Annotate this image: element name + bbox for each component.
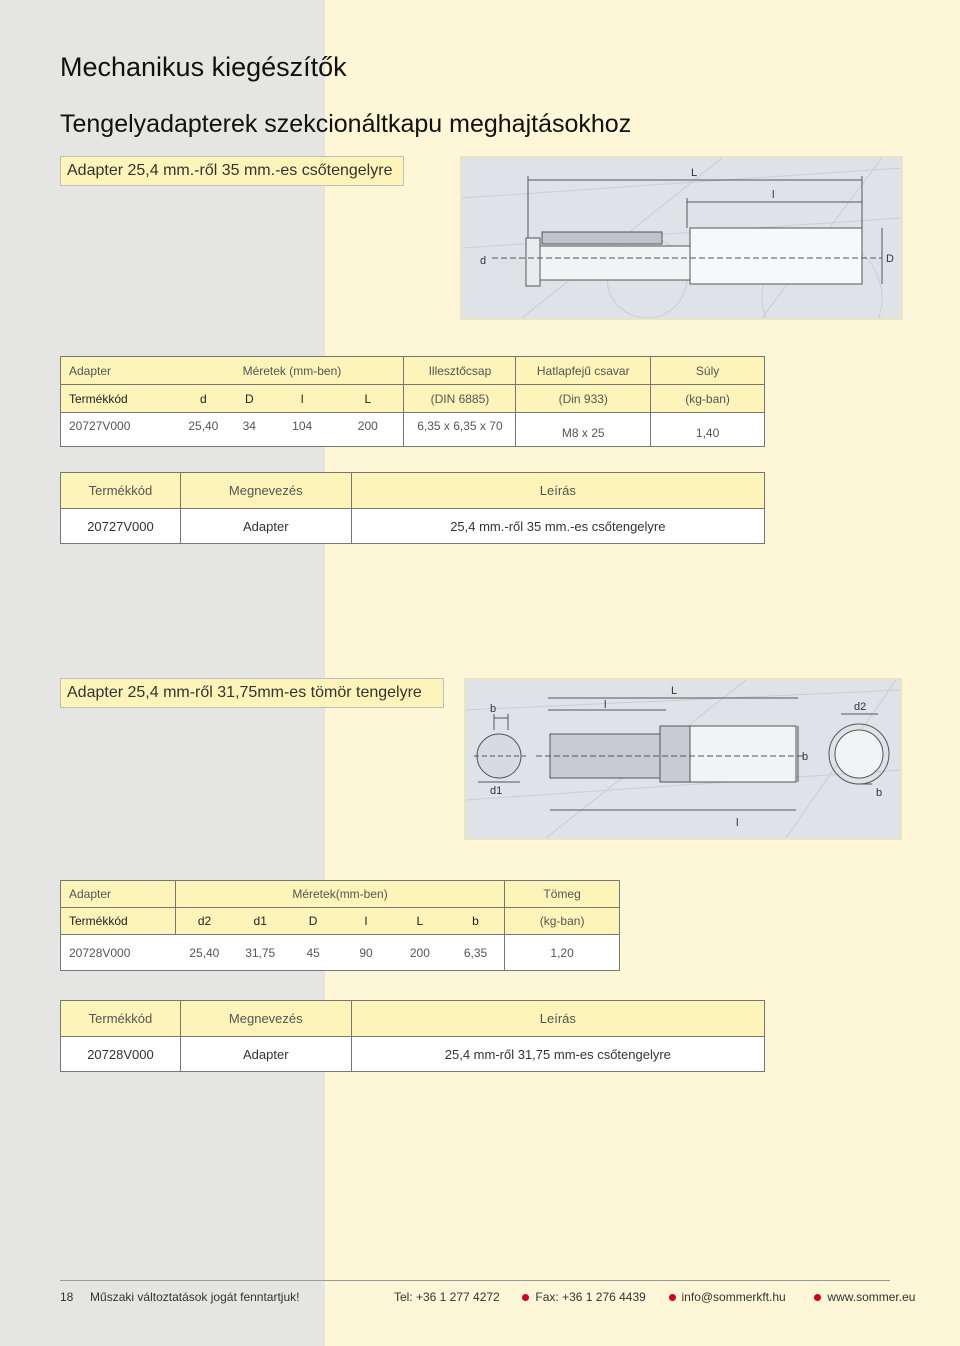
desc2-text: 25,4 mm-ről 31,75 mm-es csőtengelyre bbox=[351, 1037, 764, 1072]
hdr2-d2: d2 bbox=[175, 908, 233, 935]
hdr2-meretek: Méretek(mm-ben) bbox=[175, 881, 504, 908]
hdr-din933: (Din 933) bbox=[516, 385, 651, 413]
cell2-D: 45 bbox=[287, 935, 339, 971]
section1-desc-table bbox=[60, 472, 765, 544]
cell-L: 200 bbox=[332, 413, 404, 447]
page-number: 18 bbox=[60, 1290, 74, 1304]
cell-weight: 1,40 bbox=[651, 413, 765, 447]
cell-d: 25,40 bbox=[180, 413, 226, 447]
footer-fax: Fax: +36 1 276 4439 bbox=[535, 1290, 646, 1304]
section2-title: Adapter 25,4 mm-ről 31,75mm-es tömör tengelyre bbox=[60, 678, 444, 708]
hdr-L: L bbox=[332, 385, 404, 413]
hdr2-tomeg: Tömeg bbox=[505, 881, 620, 908]
dim-L-label: L bbox=[691, 167, 698, 179]
desc-hdr-code: Termékkód bbox=[61, 473, 181, 509]
desc-code: 20727V000 bbox=[61, 509, 181, 544]
desc-hdr-name: Megnevezés bbox=[180, 473, 351, 509]
hdr2-D: D bbox=[287, 908, 339, 935]
hdr2-L: L bbox=[393, 908, 447, 935]
cell2-L: 200 bbox=[393, 935, 447, 971]
desc2-code: 20728V000 bbox=[61, 1037, 181, 1072]
bullet-icon bbox=[814, 1294, 821, 1301]
dim-l-label: l bbox=[772, 189, 775, 201]
dim-D-label: D bbox=[886, 253, 894, 265]
cell-code: 20727V000 bbox=[61, 413, 181, 447]
desc2-name: Adapter bbox=[180, 1037, 351, 1072]
dim-b-ring-label: b bbox=[876, 787, 883, 799]
desc2-hdr-desc: Leírás bbox=[351, 1001, 764, 1037]
cell2-b: 6,35 bbox=[447, 935, 505, 971]
hdr-d: d bbox=[180, 385, 226, 413]
dim-d2-label: d2 bbox=[854, 701, 867, 713]
cell-D: 34 bbox=[226, 413, 272, 447]
cell2-code: 20728V000 bbox=[61, 935, 176, 971]
page-subtitle: Tengelyadapterek szekcionáltkapu meghajtásokhoz bbox=[60, 110, 632, 138]
hdr2-l: l bbox=[339, 908, 393, 935]
adapter-tube-drawing bbox=[462, 158, 901, 318]
hdr-l: l bbox=[272, 385, 332, 413]
footer-email[interactable]: info@sommerkft.hu bbox=[681, 1290, 786, 1304]
dim-d1-label: d1 bbox=[490, 785, 503, 797]
cell2-d1: 31,75 bbox=[233, 935, 287, 971]
footer-divider bbox=[60, 1280, 890, 1281]
hdr2-b: b bbox=[447, 908, 505, 935]
page-title: Mechanikus kiegészítők bbox=[60, 52, 347, 82]
bullet-icon bbox=[522, 1294, 529, 1301]
hdr-illesztocsap: Illesztőcsap bbox=[404, 357, 516, 385]
hdr2-d1: d1 bbox=[233, 908, 287, 935]
hdr-adapter: Adapter bbox=[61, 357, 181, 385]
dim-b-side-label: b bbox=[802, 751, 809, 763]
dim-L-label-2: L bbox=[671, 685, 678, 697]
background-grey-column bbox=[0, 0, 325, 1346]
hdr-kgban: (kg-ban) bbox=[651, 385, 765, 413]
dim-d-label: d bbox=[480, 255, 487, 267]
hdr-hatlapfeju: Hatlapfejű csavar bbox=[516, 357, 651, 385]
section2-desc-table bbox=[60, 1000, 765, 1072]
hdr2-kgban: (kg-ban) bbox=[505, 908, 620, 935]
section1-drawing bbox=[460, 156, 903, 320]
section1-title: Adapter 25,4 mm.-ről 35 mm.-es csőtengelyre bbox=[60, 156, 404, 186]
cell-pin: 6,35 x 6,35 x 70 bbox=[404, 413, 516, 447]
desc2-hdr-name: Megnevezés bbox=[180, 1001, 351, 1037]
footer-tel: Tel: +36 1 277 4272 bbox=[393, 1290, 500, 1304]
hdr-suly: Súly bbox=[651, 357, 765, 385]
dim-b-top-label: b bbox=[490, 703, 497, 715]
cell-screw: M8 x 25 bbox=[516, 413, 651, 447]
hdr-D: D bbox=[226, 385, 272, 413]
footer-disclaimer: Műszaki változtatások jogát fenntartjuk! bbox=[90, 1290, 300, 1304]
cell2-weight: 1,20 bbox=[505, 935, 620, 971]
section1-spec-table bbox=[60, 356, 765, 447]
adapter-solid-drawing bbox=[466, 680, 900, 838]
section2-spec-table bbox=[60, 880, 620, 971]
hdr-meretek: Méretek (mm-ben) bbox=[180, 357, 404, 385]
desc-hdr-desc: Leírás bbox=[351, 473, 764, 509]
cell2-l: 90 bbox=[339, 935, 393, 971]
cell-l: 104 bbox=[272, 413, 332, 447]
hdr-din6885: (DIN 6885) bbox=[404, 385, 516, 413]
desc-name: Adapter bbox=[180, 509, 351, 544]
cell2-d2: 25,40 bbox=[175, 935, 233, 971]
hdr2-termekkod: Termékkód bbox=[61, 908, 176, 935]
dim-l-bottom-label: l bbox=[736, 817, 739, 829]
desc-text: 25,4 mm.-ről 35 mm.-es csőtengelyre bbox=[351, 509, 764, 544]
hdr-termekkod: Termékkód bbox=[61, 385, 181, 413]
bullet-icon bbox=[669, 1294, 676, 1301]
dim-l-label-2: l bbox=[604, 699, 607, 711]
hdr2-adapter: Adapter bbox=[61, 881, 176, 908]
section2-drawing bbox=[464, 678, 902, 840]
footer bbox=[60, 1290, 915, 1304]
desc2-hdr-code: Termékkód bbox=[61, 1001, 181, 1037]
footer-web[interactable]: www.sommer.eu bbox=[827, 1290, 916, 1304]
